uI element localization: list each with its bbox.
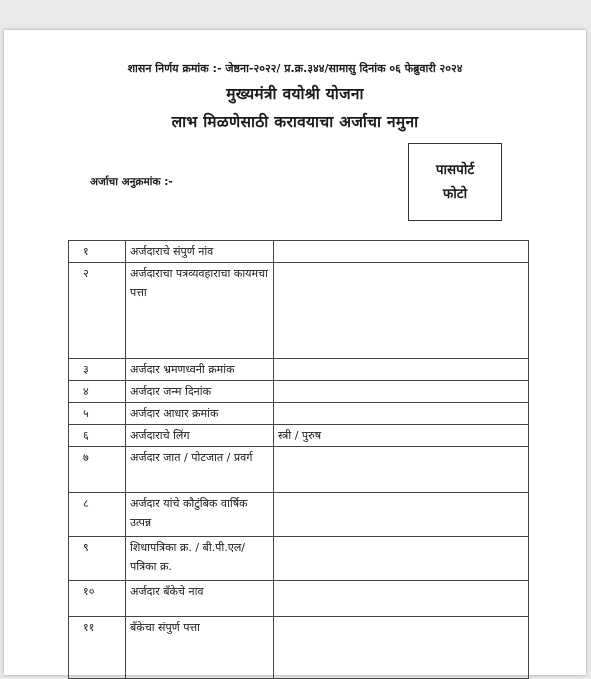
application-serial-label: अर्जाचा अनुक्रमांक :-	[90, 176, 173, 188]
table-row	[69, 617, 529, 679]
field-label: अर्जदार आधार क्रमांक	[126, 403, 274, 425]
field-value[interactable]	[274, 493, 529, 537]
field-value[interactable]	[274, 359, 529, 381]
field-label: अर्जदाराचा पत्रव्यवहाराचा कायमचा पत्ता	[126, 263, 274, 359]
field-label: शिधापत्रिका क्र. / बी.पी.एल/ पत्रिका क्र.	[126, 537, 274, 581]
row-number: ४	[69, 381, 126, 403]
field-value[interactable]	[274, 403, 529, 425]
photo-box-line1: पासपोर्ट	[435, 162, 475, 178]
application-form-table	[68, 240, 529, 679]
row-number: ७	[69, 447, 126, 493]
table-row	[69, 241, 529, 263]
field-label: अर्जदाराचे संपुर्ण नांव	[126, 241, 274, 263]
field-label: अर्जदार यांचे कौटुंबिक वार्षिक उत्पन्न	[126, 493, 274, 537]
table-row	[69, 493, 529, 537]
field-label: अर्जदार भ्रमणध्वनी क्रमांक	[126, 359, 274, 381]
row-number: ११	[69, 617, 126, 679]
field-value[interactable]	[274, 581, 529, 617]
gender-value[interactable]: स्त्री / पुरुष	[274, 425, 529, 447]
row-number: ९	[69, 537, 126, 581]
field-label: अर्जदार जन्म दिनांक	[126, 381, 274, 403]
field-value[interactable]	[274, 381, 529, 403]
row-number: ८	[69, 493, 126, 537]
field-label: बँकेचा संपुर्ण पत्ता	[126, 617, 274, 679]
passport-photo-box	[408, 143, 502, 221]
row-number: ५	[69, 403, 126, 425]
table-row	[69, 425, 529, 447]
field-label: अर्जदाराचे लिंग	[126, 425, 274, 447]
table-row	[69, 403, 529, 425]
table-row	[69, 447, 529, 493]
table-row	[69, 581, 529, 617]
table-row	[69, 537, 529, 581]
form-subtitle: लाभ मिळणेसाठी करावयाचा अर्जाचा नमुना	[171, 113, 419, 131]
field-value[interactable]	[274, 617, 529, 679]
table-row	[69, 381, 529, 403]
field-label: अर्जदार जात / पोटजात / प्रवर्ग	[126, 447, 274, 493]
row-number: २	[69, 263, 126, 359]
row-number: ६	[69, 425, 126, 447]
photo-box-line2: फोटो	[442, 186, 468, 202]
table-row	[69, 263, 529, 359]
row-number: १०	[69, 581, 126, 617]
table-row	[69, 359, 529, 381]
field-value[interactable]	[274, 241, 529, 263]
row-number: ३	[69, 359, 126, 381]
field-label: अर्जदार बँकेचे नाव	[126, 581, 274, 617]
gr-reference-line: शासन निर्णय क्रमांक :- जेष्ठना-२०२२/ प्र.क्र.३४४/सामासु दिनांक ०६ फेब्रुवारी २०२४	[127, 62, 463, 75]
scheme-title: मुख्यमंत्री वयोश्री योजना	[226, 85, 364, 103]
field-value[interactable]	[274, 263, 529, 359]
document-page	[4, 30, 586, 675]
field-value[interactable]	[274, 537, 529, 581]
field-value[interactable]	[274, 447, 529, 493]
row-number: १	[69, 241, 126, 263]
